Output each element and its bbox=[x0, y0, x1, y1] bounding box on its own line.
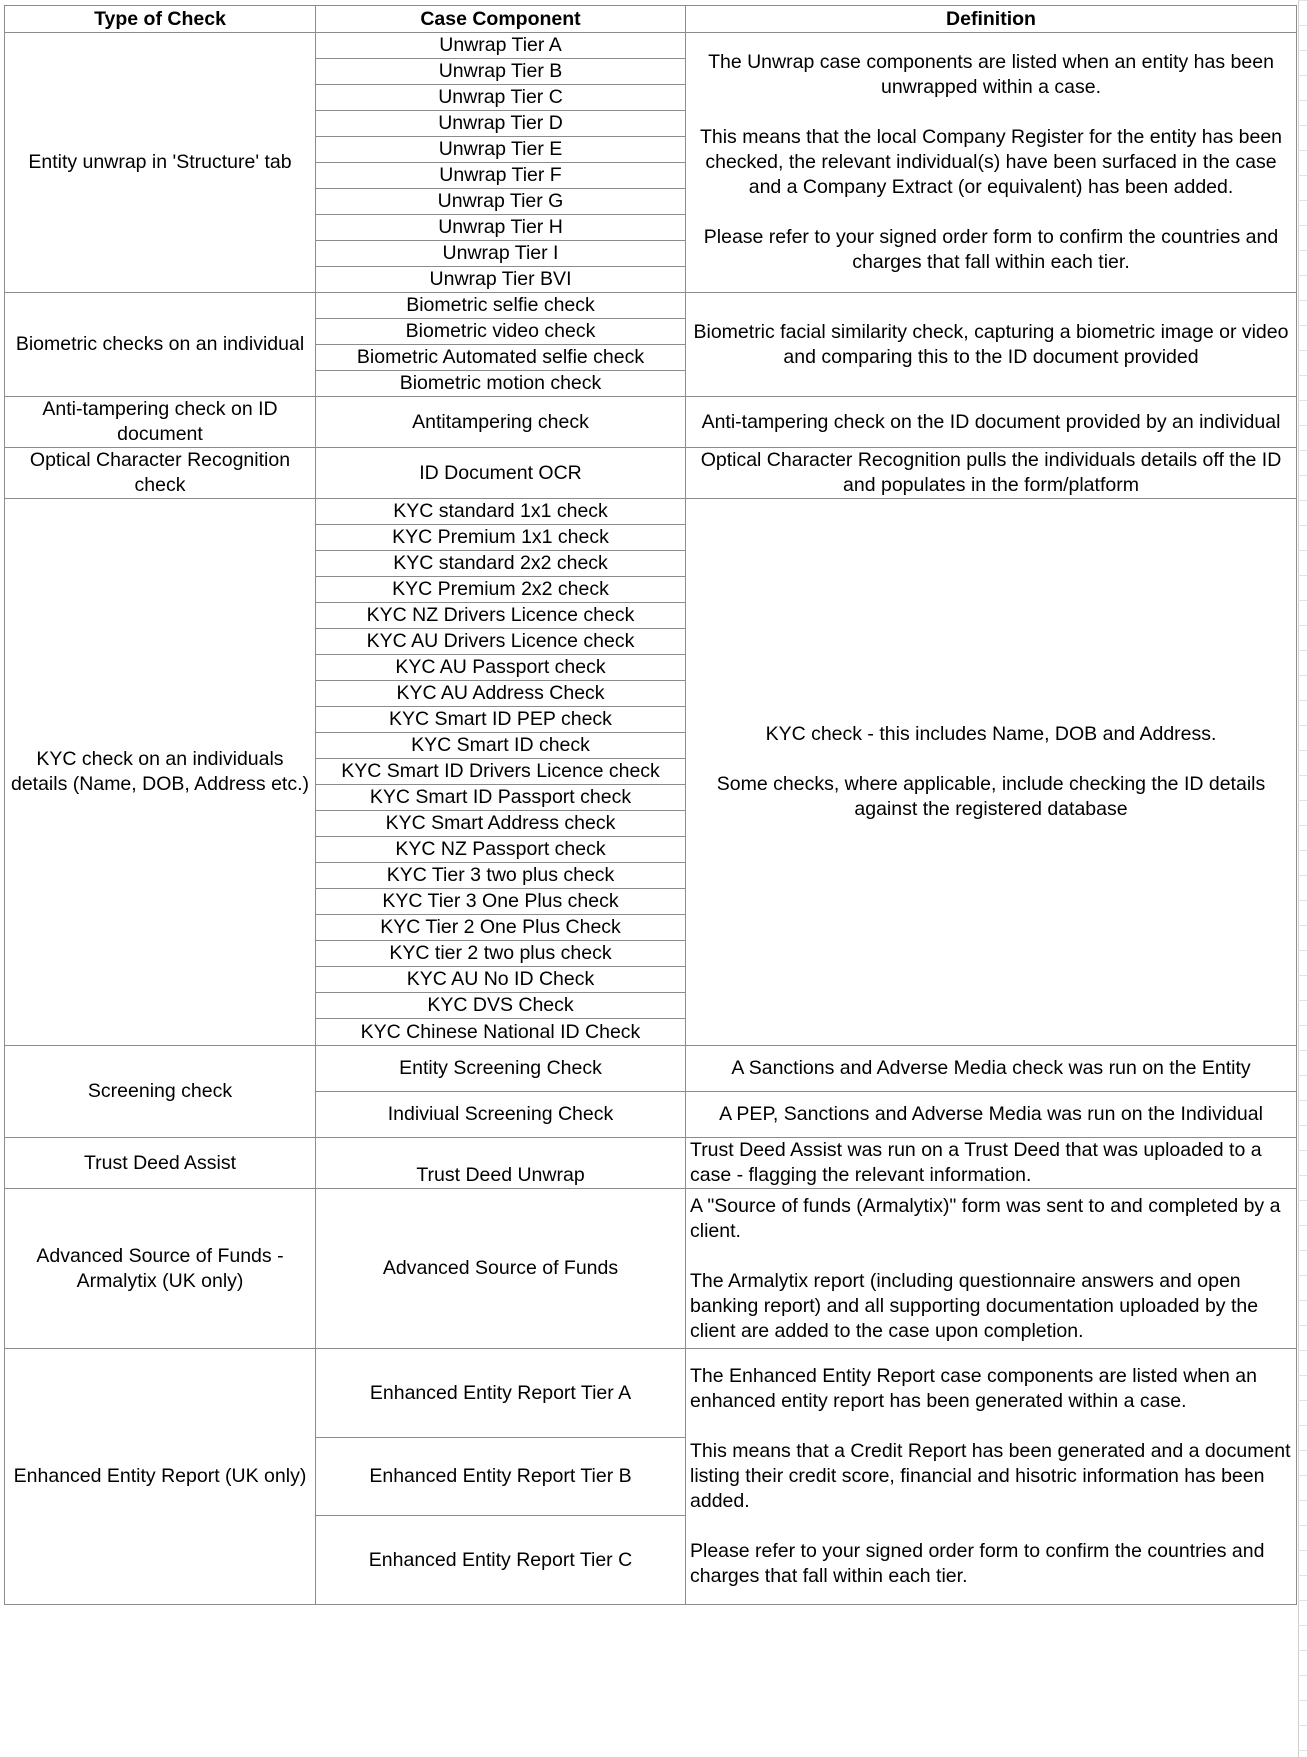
table-row bbox=[5, 1349, 1297, 1438]
definition-paragraph: Optical Character Recognition pulls the individuals details off the ID and populates in the form/platform bbox=[700, 449, 1282, 496]
case-component-cell[interactable]: KYC DVS Check bbox=[316, 993, 686, 1019]
definition-cell[interactable] bbox=[686, 33, 1297, 293]
definition-paragraph: This means that a Credit Report has been generated and a document listing their credit score, financial and hisotric information has been added. bbox=[690, 1440, 1291, 1512]
type-of-check-cell[interactable]: Entity unwrap in 'Structure' tab bbox=[5, 33, 316, 293]
case-component-cell[interactable]: KYC standard 1x1 check bbox=[316, 499, 686, 525]
definition-paragraph: Anti-tampering check on the ID document provided by an individual bbox=[701, 410, 1281, 433]
paragraph-gap bbox=[690, 1514, 1292, 1539]
table-row bbox=[5, 397, 1297, 448]
table-row bbox=[5, 33, 1297, 59]
definition-paragraph: Trust Deed Assist was run on a Trust Deed that was uploaded to a case - flagging the relevant information. bbox=[690, 1139, 1262, 1186]
definition-cell[interactable] bbox=[686, 1189, 1297, 1349]
case-component-cell[interactable]: Enhanced Entity Report Tier A bbox=[316, 1349, 686, 1438]
case-component-cell[interactable]: Advanced Source of Funds bbox=[316, 1189, 686, 1349]
definition-paragraph: The Unwrap case components are listed when an entity has been unwrapped within a case. bbox=[708, 51, 1274, 98]
table-row bbox=[5, 448, 1297, 499]
type-of-check-cell[interactable]: KYC check on an individuals details (Name, DOB, Address etc.) bbox=[5, 499, 316, 1046]
case-component-cell[interactable]: Biometric Automated selfie check bbox=[316, 345, 686, 371]
paragraph-gap bbox=[690, 1244, 1292, 1269]
case-component-cell[interactable]: KYC Tier 3 two plus check bbox=[316, 863, 686, 889]
case-component-cell[interactable]: Unwrap Tier E bbox=[316, 137, 686, 163]
case-component-cell[interactable]: KYC Smart Address check bbox=[316, 811, 686, 837]
definition-paragraph: The Armalytix report (including questionnaire answers and open banking report) and all supporting documentation uploaded by the client are added to the case upon completion. bbox=[690, 1269, 1259, 1342]
definition-cell[interactable] bbox=[686, 499, 1297, 1046]
case-component-cell[interactable]: Antitampering check bbox=[316, 397, 686, 448]
case-component-cell[interactable]: KYC NZ Passport check bbox=[316, 837, 686, 863]
paragraph-gap bbox=[690, 1414, 1292, 1439]
definition-paragraph: KYC check - this includes Name, DOB and Address. bbox=[765, 723, 1217, 745]
case-component-cell[interactable]: Unwrap Tier H bbox=[316, 215, 686, 241]
case-component-cell[interactable]: Unwrap Tier D bbox=[316, 111, 686, 137]
type-of-check-cell[interactable]: Anti-tampering check on ID document bbox=[5, 397, 316, 448]
case-component-cell[interactable]: Unwrap Tier A bbox=[316, 33, 686, 59]
spreadsheet-gridlines bbox=[1298, 0, 1307, 1757]
case-component-cell[interactable]: Unwrap Tier G bbox=[316, 189, 686, 215]
case-component-cell[interactable]: KYC Smart ID check bbox=[316, 733, 686, 759]
definition-paragraph: A "Source of funds (Armalytix)" form was sent to and completed by a client. bbox=[690, 1194, 1281, 1242]
header-case-component[interactable]: Case Component bbox=[316, 6, 686, 33]
table-row bbox=[5, 1189, 1297, 1349]
definition-paragraph: Some checks, where applicable, include checking the ID details against the registered database bbox=[716, 773, 1266, 820]
case-component-cell[interactable]: KYC AU Address Check bbox=[316, 681, 686, 707]
type-of-check-cell[interactable]: Advanced Source of Funds - Armalytix (UK only) bbox=[5, 1189, 316, 1349]
case-component-cell[interactable]: Unwrap Tier I bbox=[316, 241, 686, 267]
case-component-cell[interactable]: Biometric video check bbox=[316, 319, 686, 345]
header-row bbox=[5, 6, 1297, 33]
case-component-cell[interactable]: Unwrap Tier B bbox=[316, 59, 686, 85]
checks-table bbox=[4, 5, 1297, 1605]
case-component-cell[interactable]: Trust Deed Unwrap bbox=[316, 1138, 686, 1189]
case-component-cell[interactable]: Unwrap Tier BVI bbox=[316, 267, 686, 293]
case-component-cell[interactable]: KYC Premium 1x1 check bbox=[316, 525, 686, 551]
case-component-cell[interactable]: KYC AU Passport check bbox=[316, 655, 686, 681]
definition-paragraph: Please refer to your signed order form to confirm the countries and charges that fall within each tier. bbox=[690, 1540, 1265, 1587]
case-component-cell[interactable]: Entity Screening Check bbox=[316, 1046, 686, 1092]
case-component-cell[interactable]: Unwrap Tier F bbox=[316, 163, 686, 189]
type-of-check-cell[interactable]: Optical Character Recognition check bbox=[5, 448, 316, 499]
paragraph-gap bbox=[690, 100, 1292, 125]
type-of-check-cell[interactable]: Enhanced Entity Report (UK only) bbox=[5, 1349, 316, 1605]
type-of-check-cell[interactable]: Trust Deed Assist bbox=[5, 1138, 316, 1189]
case-component-cell[interactable]: KYC tier 2 two plus check bbox=[316, 941, 686, 967]
case-component-cell[interactable]: Biometric motion check bbox=[316, 371, 686, 397]
paragraph-gap bbox=[690, 200, 1292, 225]
definition-paragraph: Biometric facial similarity check, capturing a biometric image or video and comparing this to the ID document provided bbox=[693, 320, 1289, 368]
definition-paragraph: The Enhanced Entity Report case components are listed when an enhanced entity report has been generated within a case. bbox=[690, 1365, 1257, 1412]
case-component-cell[interactable]: Enhanced Entity Report Tier B bbox=[316, 1438, 686, 1516]
case-component-cell[interactable]: KYC AU Drivers Licence check bbox=[316, 629, 686, 655]
header-definition[interactable]: Definition bbox=[686, 6, 1297, 33]
definition-paragraph: This means that the local Company Register for the entity has been checked, the relevant individual(s) have been surfaced in the case and a Company Extract (or equivalent) has been added. bbox=[699, 126, 1283, 198]
case-component-cell[interactable]: KYC Smart ID Drivers Licence check bbox=[316, 759, 686, 785]
case-component-cell[interactable]: Biometric selfie check bbox=[316, 293, 686, 319]
case-component-cell[interactable]: KYC Smart ID PEP check bbox=[316, 707, 686, 733]
table-body bbox=[5, 33, 1297, 1605]
type-of-check-cell[interactable]: Biometric checks on an individual bbox=[5, 293, 316, 397]
case-component-cell[interactable]: ID Document OCR bbox=[316, 448, 686, 499]
definition-cell[interactable]: A Sanctions and Adverse Media check was run on the Entity bbox=[686, 1046, 1297, 1092]
definition-paragraph: Please refer to your signed order form to confirm the countries and charges that fall within each tier. bbox=[703, 226, 1279, 273]
definition-cell[interactable]: A PEP, Sanctions and Adverse Media was run on the Individual bbox=[686, 1092, 1297, 1138]
definition-cell[interactable] bbox=[686, 1349, 1297, 1605]
table-row bbox=[5, 1046, 1297, 1092]
type-of-check-cell[interactable]: Screening check bbox=[5, 1046, 316, 1138]
case-component-cell[interactable]: KYC standard 2x2 check bbox=[316, 551, 686, 577]
case-component-cell[interactable]: Indiviual Screening Check bbox=[316, 1092, 686, 1138]
table-row bbox=[5, 499, 1297, 525]
case-component-cell[interactable]: KYC Tier 3 One Plus check bbox=[316, 889, 686, 915]
case-component-cell[interactable]: Enhanced Entity Report Tier C bbox=[316, 1516, 686, 1605]
definition-cell[interactable] bbox=[686, 397, 1297, 448]
case-component-cell[interactable]: KYC Premium 2x2 check bbox=[316, 577, 686, 603]
definition-cell[interactable] bbox=[686, 293, 1297, 397]
paragraph-gap bbox=[690, 747, 1292, 772]
case-component-cell[interactable]: KYC Tier 2 One Plus Check bbox=[316, 915, 686, 941]
case-component-cell[interactable]: KYC Chinese National ID Check bbox=[316, 1019, 686, 1046]
table-row bbox=[5, 1138, 1297, 1189]
case-component-cell[interactable]: KYC NZ Drivers Licence check bbox=[316, 603, 686, 629]
definition-cell[interactable] bbox=[686, 1138, 1297, 1189]
case-component-cell[interactable]: KYC Smart ID Passport check bbox=[316, 785, 686, 811]
header-type-of-check[interactable]: Type of Check bbox=[5, 6, 316, 33]
table-row bbox=[5, 293, 1297, 319]
definition-cell[interactable] bbox=[686, 448, 1297, 499]
case-component-cell[interactable]: Unwrap Tier C bbox=[316, 85, 686, 111]
case-component-cell[interactable]: KYC AU No ID Check bbox=[316, 967, 686, 993]
